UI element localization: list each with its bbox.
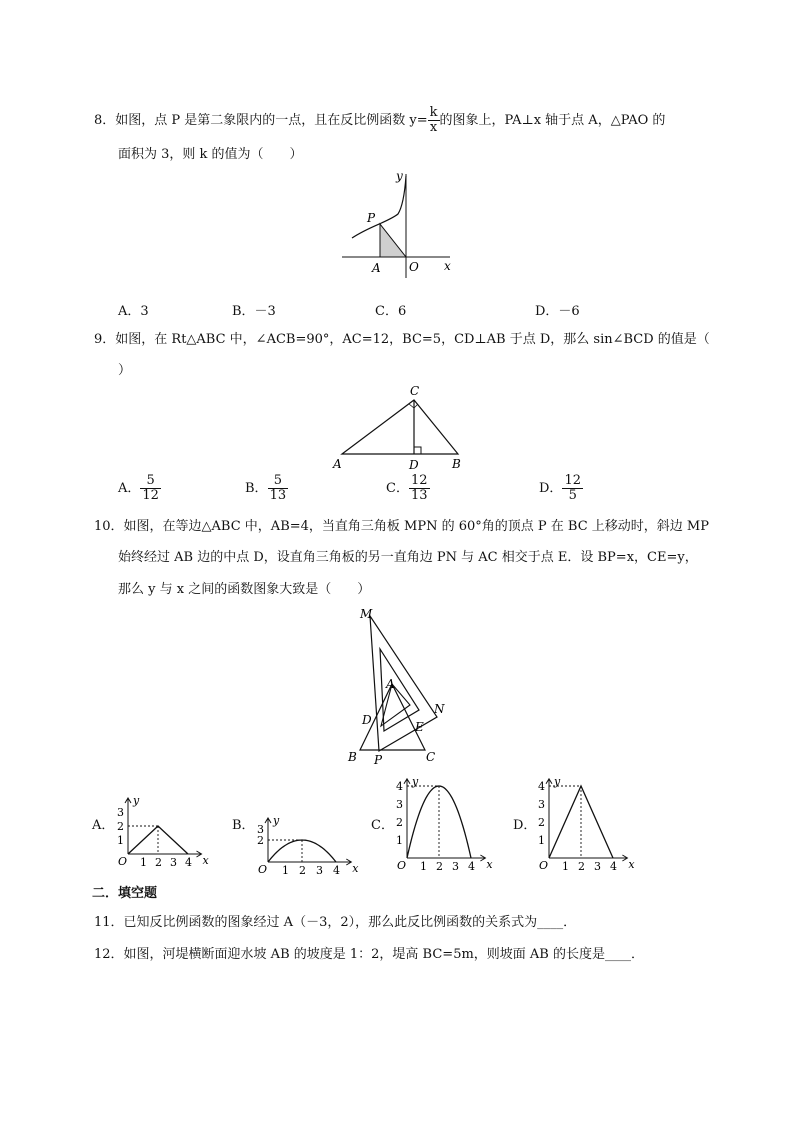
q9-label-b: B [452, 457, 461, 471]
q10-label-p: P [374, 753, 383, 767]
y-tick-label: 2 [396, 816, 403, 829]
function-curve [268, 840, 336, 862]
x-tick-label: 2 [299, 864, 306, 875]
q8-option-a[interactable]: A．3 [118, 304, 149, 319]
y-tick-label: 3 [538, 798, 545, 811]
y-tick-label: 3 [257, 823, 264, 836]
y-tick-label: 3 [117, 806, 124, 819]
x-tick-label: 4 [610, 860, 617, 870]
q9-stem-line2: ） [118, 363, 132, 378]
origin-label: O [258, 863, 268, 875]
x-tick-label: 3 [452, 860, 459, 870]
origin-label: O [118, 855, 128, 868]
q10-stem-line2: 始终经过 AB 边的中点 D，设直角三角板的另一直角边 PN 与 AC 相交于点 E．设 BP=x，CE=y， [118, 550, 698, 565]
x-tick-label: 2 [578, 860, 585, 870]
x-tick-label: 2 [155, 856, 162, 868]
q8-label-x: x [444, 259, 451, 273]
q9-option-b[interactable]: B． $\frac{5}{13}$ [245, 473, 287, 503]
q9-option-d[interactable]: D． $\frac{12}{5}$ [539, 473, 581, 503]
q10-graph-d[interactable] [535, 770, 635, 870]
q8-triangle-pao [380, 224, 406, 257]
y-tick-label: 3 [396, 798, 403, 811]
y-tick-label: 2 [117, 820, 124, 833]
x-tick-label: 3 [316, 864, 323, 875]
q10-figure [342, 604, 452, 769]
q10-graph-c[interactable] [393, 770, 493, 870]
q10-label-b: B [348, 750, 357, 764]
q10-stem-line3: 那么 y 与 x 之间的函数图象大致是（ ） [118, 582, 371, 597]
q8-label-o: O [409, 260, 419, 274]
y-axis-label: y [554, 774, 561, 788]
q10-label-e: E [415, 720, 424, 734]
x-tick-label: 4 [468, 860, 475, 870]
x-tick-label: 3 [170, 856, 177, 868]
q8-hyperbola [352, 176, 406, 238]
q10-graph-a[interactable] [114, 770, 214, 868]
q10-label-m: M [360, 607, 373, 621]
q9-triangle-abc [342, 400, 458, 454]
y-tick-label: 4 [396, 780, 403, 793]
q10-triangle-mpn-outer [370, 616, 437, 751]
x-tick-label: 4 [185, 856, 192, 868]
q8-stem-line2: 面积为 3，则 k 的值为（ ） [118, 147, 303, 162]
q10-option-b[interactable]: B． [232, 818, 255, 833]
q11-text: 11．已知反比例函数的图象经过 A（－3，2），那么此反比例函数的关系式为____． [94, 915, 577, 930]
q8-option-c[interactable]: C．6 [375, 304, 407, 319]
y-tick-label: 4 [538, 780, 545, 793]
origin-label: O [539, 859, 549, 870]
q8-option-b[interactable]: B．－3 [232, 304, 276, 319]
x-axis-label: x [628, 858, 635, 870]
k-over-x-fraction: $\frac{k}{x}$ [429, 105, 438, 135]
x-tick-label: 1 [420, 860, 427, 870]
q9-right-angle-d [414, 447, 421, 454]
q10-label-a: A [386, 677, 395, 691]
q10-label-c: C [426, 750, 436, 764]
q10-label-n: N [434, 702, 445, 716]
origin-label: O [397, 859, 407, 870]
q12-text: 12．如图，河堤横断面迎水坡 AB 的坡度是 1：2，堤高 BC=5m，则坡面 AB 的长度是____． [94, 947, 644, 962]
q8-figure [340, 170, 455, 280]
q10-label-d: D [362, 713, 372, 727]
y-tick-label: 1 [117, 834, 124, 847]
q8-label-p: P [367, 211, 376, 225]
y-tick-label: 1 [396, 834, 403, 847]
q9-stem-line1: 9．如图，在 Rt△ABC 中，∠ACB=90°，AC=12，BC=5，CD⊥AB 于点 D，那么 sin∠BCD 的值是（ [94, 332, 710, 347]
q8-label-a: A [372, 261, 381, 275]
q9-label-c: C [410, 384, 420, 398]
q9-label-a: A [333, 457, 342, 471]
q8-option-d[interactable]: D．－6 [535, 304, 580, 319]
y-axis-label: y [412, 774, 419, 788]
q10-option-d[interactable]: D． [513, 818, 537, 833]
q9-label-d: D [409, 458, 419, 472]
x-tick-label: 4 [333, 864, 340, 875]
section-title-fill-blank: 二．填空题 [92, 886, 158, 901]
q8-stem-line1: 8．如图，点 P 是第二象限内的一点，且在反比例函数 y= $\frac{k}{x}$ 的图象上，PA⊥x 轴于点 A，△PAO 的 [94, 105, 666, 135]
q10-stem-line1: 10．如图，在等边△ABC 中，AB=4，当直角三角板 MPN 的 60°角的顶点 P 在 BC 上移动时，斜边 MP [94, 519, 709, 534]
q10-graph-b[interactable] [254, 770, 359, 875]
y-tick-label: 2 [538, 816, 545, 829]
x-axis-label: x [202, 854, 209, 867]
y-axis-label: y [133, 794, 140, 807]
y-tick-label: 1 [538, 834, 545, 847]
q9-option-c[interactable]: C． $\frac{12}{13}$ [386, 473, 428, 503]
y-axis-label: y [273, 814, 280, 827]
q8-label-y: y [396, 170, 403, 183]
x-tick-label: 2 [436, 860, 443, 870]
q9-figure [330, 380, 470, 474]
y-tick-label: 2 [257, 834, 264, 847]
x-axis-label: x [486, 858, 493, 870]
x-tick-label: 1 [282, 864, 289, 875]
x-tick-label: 3 [594, 860, 601, 870]
x-axis-label: x [352, 862, 359, 875]
q9-option-a[interactable]: A． $\frac{5}{12}$ [118, 473, 159, 503]
x-tick-label: 1 [140, 856, 147, 868]
q10-option-a[interactable]: A． [92, 818, 115, 833]
q10-option-c[interactable]: C． [371, 818, 394, 833]
x-tick-label: 1 [562, 860, 569, 870]
